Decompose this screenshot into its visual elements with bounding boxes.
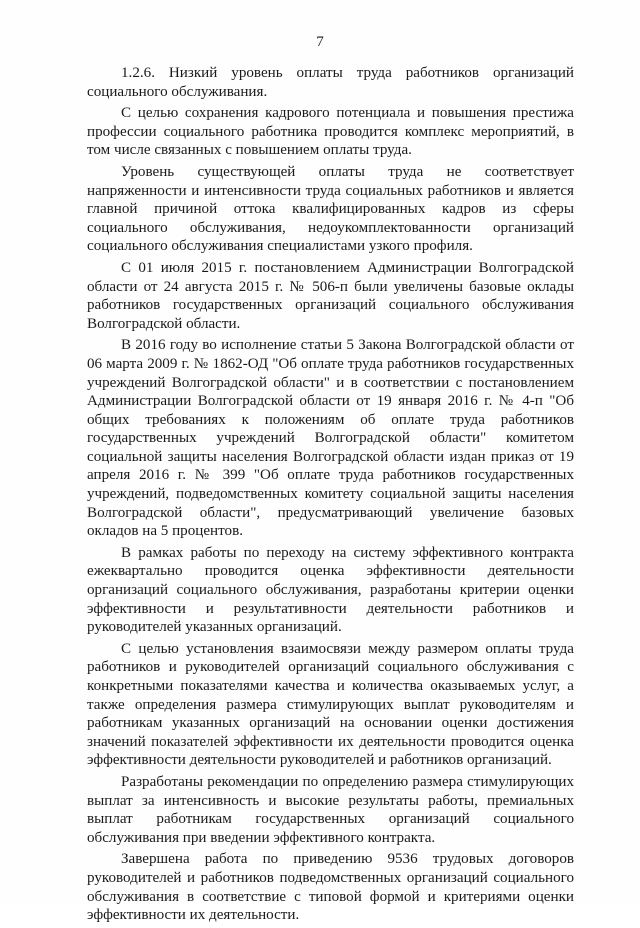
paragraph-pay-quality-link: С целью установления взаимосвязи между размером оплаты труда работников и руководителей организаций социального обслуживания с конкретными показателями качества и количества оказываемых услуг, а также определения размера стимулирующих выплат руководителям и работникам указанных организаций на основании оценки достижения значений показателей эффективности их деятельности проводится оценка эффективности деятельности руководителей и работников организаций. bbox=[87, 640, 574, 769]
paragraph-low-pay-heading: 1.2.6. Низкий уровень оплаты труда работников организаций социального обслуживания. bbox=[87, 65, 574, 100]
paragraph-staff-retention: С целью сохранения кадрового потенциала и повышения престижа профессии социального работника проводится комплекс мероприятий, в том числе связанных с повышением оплаты труда. bbox=[87, 105, 574, 159]
paragraph-2016-regulations: В 2016 году во исполнение статьи 5 Закона Волгоградской области от 06 марта 2009 г. № 1862-ОД "Об оплате труда работников государственных учреждений Волгоградской области" и в соответствии с постановлением Администрации Волгоградской области от 19 января 2016 г. № 4-п "Об общих требованиях к положениям об оплате труда работников государственных учреждений Волгоградской области" комитетом социальной защиты населения Волгоградской области издан приказ от 19 апреля 2016 г. № 399 "Об оплате труда работников государственных учреждений, подведомственных комитету социальной защиты населения Волгоградской области", предусматривающий увеличение базовых окладов на 5 процентов. bbox=[87, 337, 574, 540]
paragraph-incentive-recommendations: Разработаны рекомендации по определению размера стимулирующих выплат за интенсивность и высокие результаты работы, премиальных выплат работникам государственных организаций социального обслуживания при введении эффективного контракта. bbox=[87, 773, 574, 846]
paragraph-pay-level: Уровень существующей оплаты труда не соответствует напряженности и интенсивности труда социальных работников и является главной причиной оттока квалифицированных кадров из сферы социального обслуживания, недоукомплектованности организаций социального обслуживания специалистами узкого профиля. bbox=[87, 163, 574, 255]
paragraph-effective-contract: В рамках работы по переходу на систему эффективного контракта ежеквартально проводится оценка эффективности деятельности организаций социального обслуживания, разработаны критерии оценки эффективности и результативности деятельности работников и руководителей указанных организаций. bbox=[87, 544, 574, 636]
page-number: 7 bbox=[316, 34, 324, 50]
document-body bbox=[87, 64, 574, 928]
paragraph-2015-salary-increase: С 01 июля 2015 г. постановлением Администрации Волгоградской области от 24 августа 2015 г. № 506-п были увеличены базовые оклады работников государственных организаций социального обслуживания Волгоградской области. bbox=[87, 259, 574, 332]
paragraph-labor-contracts: Завершена работа по приведению 9536 трудовых договоров руководителей и работников подведомственных организаций социального обслуживания в соответствие с типовой формой и критериями оценки эффективности их деятельности. bbox=[87, 851, 574, 924]
